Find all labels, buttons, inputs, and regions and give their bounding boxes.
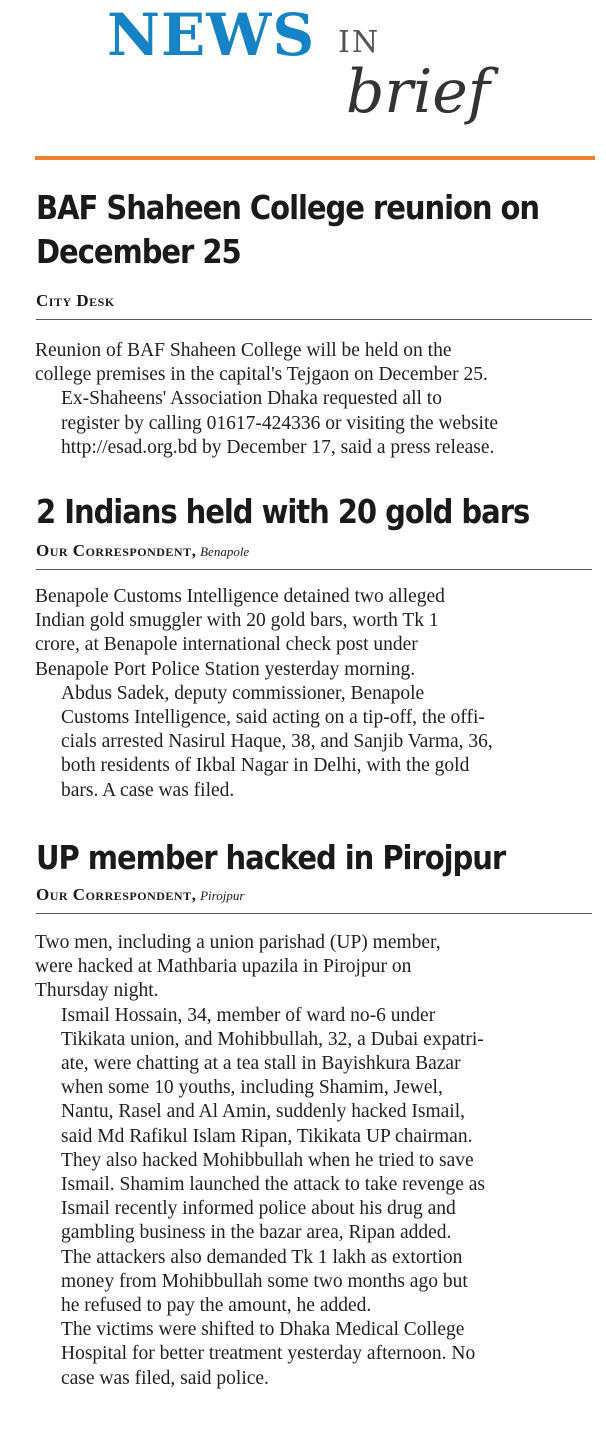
paragraph bbox=[35, 1149, 595, 1246]
text-line: case was filed, said police. bbox=[61, 1367, 269, 1389]
text-line: money from Mohibbullah some two months ago but bbox=[61, 1270, 468, 1292]
text-line: both residents of Ikbal Nagar in Delhi, with the gold bbox=[61, 755, 470, 777]
paragraph bbox=[35, 1246, 595, 1319]
article-2-body bbox=[35, 585, 595, 803]
text-line: Ismail. Shamim launched the attack to take revenge as bbox=[61, 1174, 485, 1196]
byline-desk: City Desk bbox=[36, 291, 115, 310]
text-line: Benapole Port Police Station yesterday morning. bbox=[35, 658, 416, 680]
article-1-body bbox=[35, 339, 595, 460]
text-line: cials arrested Nasirul Haque, 38, and Sanjib Varma, 36, bbox=[61, 731, 493, 753]
text-line: Indian gold smuggler with 20 gold bars, worth Tk 1 bbox=[35, 610, 439, 632]
text-line: gambling business in the bazar area, Ripan added. bbox=[61, 1222, 452, 1244]
text-line: college premises in the capital's Tejgaon on December 25. bbox=[35, 364, 488, 386]
text-line: when some 10 youths, including Shamim, Jewel, bbox=[61, 1077, 443, 1099]
text-line: Nantu, Rasel and Al Amin, suddenly hacked Ismail, bbox=[61, 1101, 466, 1123]
headline-line: UP member hacked in Pirojpur bbox=[36, 838, 506, 877]
paragraph bbox=[35, 387, 595, 460]
paragraph bbox=[35, 585, 595, 682]
masthead bbox=[0, 0, 606, 165]
article-2-headline bbox=[36, 490, 529, 534]
text-line: The attackers also demanded Tk 1 lakh as extortion bbox=[61, 1246, 463, 1268]
text-line: Thursday night. bbox=[35, 980, 159, 1002]
headline-line: 2 Indians held with 20 gold bars bbox=[36, 492, 530, 531]
text-line: They also hacked Mohibbullah when he tried to save bbox=[61, 1149, 474, 1171]
article-1-headline bbox=[36, 186, 540, 274]
paragraph bbox=[35, 1318, 595, 1391]
text-line: Ismail recently informed police about his drug and bbox=[61, 1198, 456, 1220]
byline-desk: Our Correspondent, bbox=[36, 541, 197, 560]
article-3-byline bbox=[36, 885, 592, 914]
byline-location: Benapole bbox=[200, 544, 250, 559]
article-3-headline bbox=[36, 836, 529, 880]
text-line: said Md Rafikul Islam Ripan, Tikikata UP chairman. bbox=[61, 1125, 473, 1147]
text-line: The victims were shifted to Dhaka Medical College bbox=[61, 1319, 465, 1341]
headline-line: BAF Shaheen College reunion on bbox=[36, 188, 540, 227]
text-line: crore, at Benapole international check post under bbox=[35, 634, 418, 656]
text-line: Ismail Hossain, 34, member of ward no-6 under bbox=[61, 1004, 436, 1026]
byline-location: Pirojpur bbox=[200, 888, 245, 903]
headline-line: December 25 bbox=[36, 232, 241, 271]
masthead-news: NEWS bbox=[107, 1, 316, 69]
text-line: Ex-Shaheens' Association Dhaka requested all to bbox=[61, 388, 442, 410]
paragraph bbox=[35, 682, 595, 803]
text-line: Abdus Sadek, deputy commissioner, Benapole bbox=[61, 682, 425, 704]
text-line: bars. A case was filed. bbox=[61, 779, 235, 801]
paragraph bbox=[35, 1004, 595, 1149]
paragraph bbox=[35, 339, 595, 387]
text-line: ate, were chatting at a tea stall in Bayishkura Bazar bbox=[61, 1053, 461, 1075]
text-line: register by calling 01617-424336 or visiting the website bbox=[61, 412, 499, 434]
text-line: Benapole Customs Intelligence detained two alleged bbox=[35, 586, 445, 607]
text-line: were hacked at Mathbaria upazila in Pirojpur on bbox=[35, 956, 412, 978]
text-line: Two men, including a union parishad (UP) member, bbox=[35, 932, 441, 953]
text-line: Tikikata union, and Mohibbullah, 32, a Dubai expatri- bbox=[61, 1028, 484, 1050]
article-2-byline bbox=[36, 541, 592, 570]
text-line: Hospital for better treatment yesterday afternoon. No bbox=[61, 1343, 476, 1365]
byline-desk: Our Correspondent, bbox=[36, 885, 197, 904]
text-line: Reunion of BAF Shaheen College will be held on the bbox=[35, 340, 452, 361]
masthead-divider bbox=[35, 156, 595, 160]
article-3-body bbox=[35, 931, 595, 1391]
text-line: he refused to pay the amount, he added. bbox=[61, 1295, 372, 1317]
paragraph bbox=[35, 931, 595, 1004]
text-line: Customs Intelligence, said acting on a tip-off, the offi- bbox=[61, 707, 485, 729]
text-line: http://esad.org.bd by December 17, said a press release. bbox=[61, 436, 495, 458]
masthead-in: IN bbox=[338, 25, 381, 60]
masthead-brief: brief bbox=[346, 57, 490, 127]
article-1-byline bbox=[36, 291, 592, 320]
